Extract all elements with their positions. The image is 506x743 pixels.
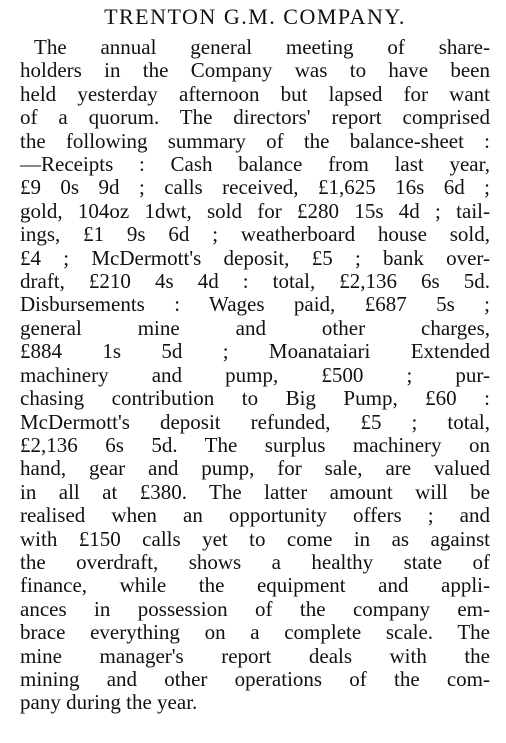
article-line: mining and other operations of the com- [20, 666, 490, 691]
article-line: £4 ; McDermott's deposit, £5 ; bank over- [20, 245, 490, 270]
article-headline: TRENTON G.M. COMPANY. [104, 4, 406, 29]
article-line: pany during the year. [20, 690, 198, 715]
article-line: £884 1s 5d ; Moanataiari Extended [20, 339, 490, 364]
article-line: draft, £210 4s 4d : total, £2,136 6s 5d. [20, 269, 490, 294]
article-line: of a quorum. The directors' report comprised [20, 105, 490, 130]
article-line: mine manager's report deals with the [20, 643, 490, 668]
article-line: holders in the Company was to have been [20, 58, 490, 83]
news-article [20, 2, 490, 715]
article-line: £2,136 6s 5d. The surplus machinery on [20, 432, 490, 457]
article-line: —Receipts : Cash balance from last year, [20, 152, 490, 177]
article-line: brace everything on a complete scale. The [20, 620, 490, 645]
article-line: chasing contribution to Big Pump, £60 : [20, 386, 490, 411]
article-line: machinery and pump, £500 ; pur- [20, 362, 490, 387]
article-line: McDermott's deposit refunded, £5 ; total, [20, 409, 490, 434]
article-line: Disbursements : Wages paid, £687 5s ; [20, 292, 490, 317]
article-line: £9 0s 9d ; calls received, £1,625 16s 6d ; [20, 175, 490, 200]
article-line: ances in possession of the company em- [20, 596, 490, 621]
article-line: held yesterday afternoon but lapsed for want [20, 81, 490, 106]
article-line: gold, 104oz 1dwt, sold for £280 15s 4d ; tail- [20, 198, 490, 223]
article-line: ings, £1 9s 6d ; weatherboard house sold, [20, 222, 490, 247]
article-line: realised when an opportunity offers ; and [20, 503, 490, 528]
article-body [20, 36, 490, 715]
article-line: hand, gear and pump, for sale, are valued [20, 456, 490, 481]
article-line: the following summary of the balance-sheet : [20, 128, 490, 153]
article-line: finance, while the equipment and appli- [20, 573, 490, 598]
article-line: The annual general meeting of share- [34, 35, 490, 59]
article-line: general mine and other charges, [20, 315, 490, 340]
article-line: with £150 calls yet to come in as against [20, 526, 490, 551]
article-line: the overdraft, shows a healthy state of [20, 549, 490, 574]
article-line: in all at £380. The latter amount will be [20, 479, 490, 504]
